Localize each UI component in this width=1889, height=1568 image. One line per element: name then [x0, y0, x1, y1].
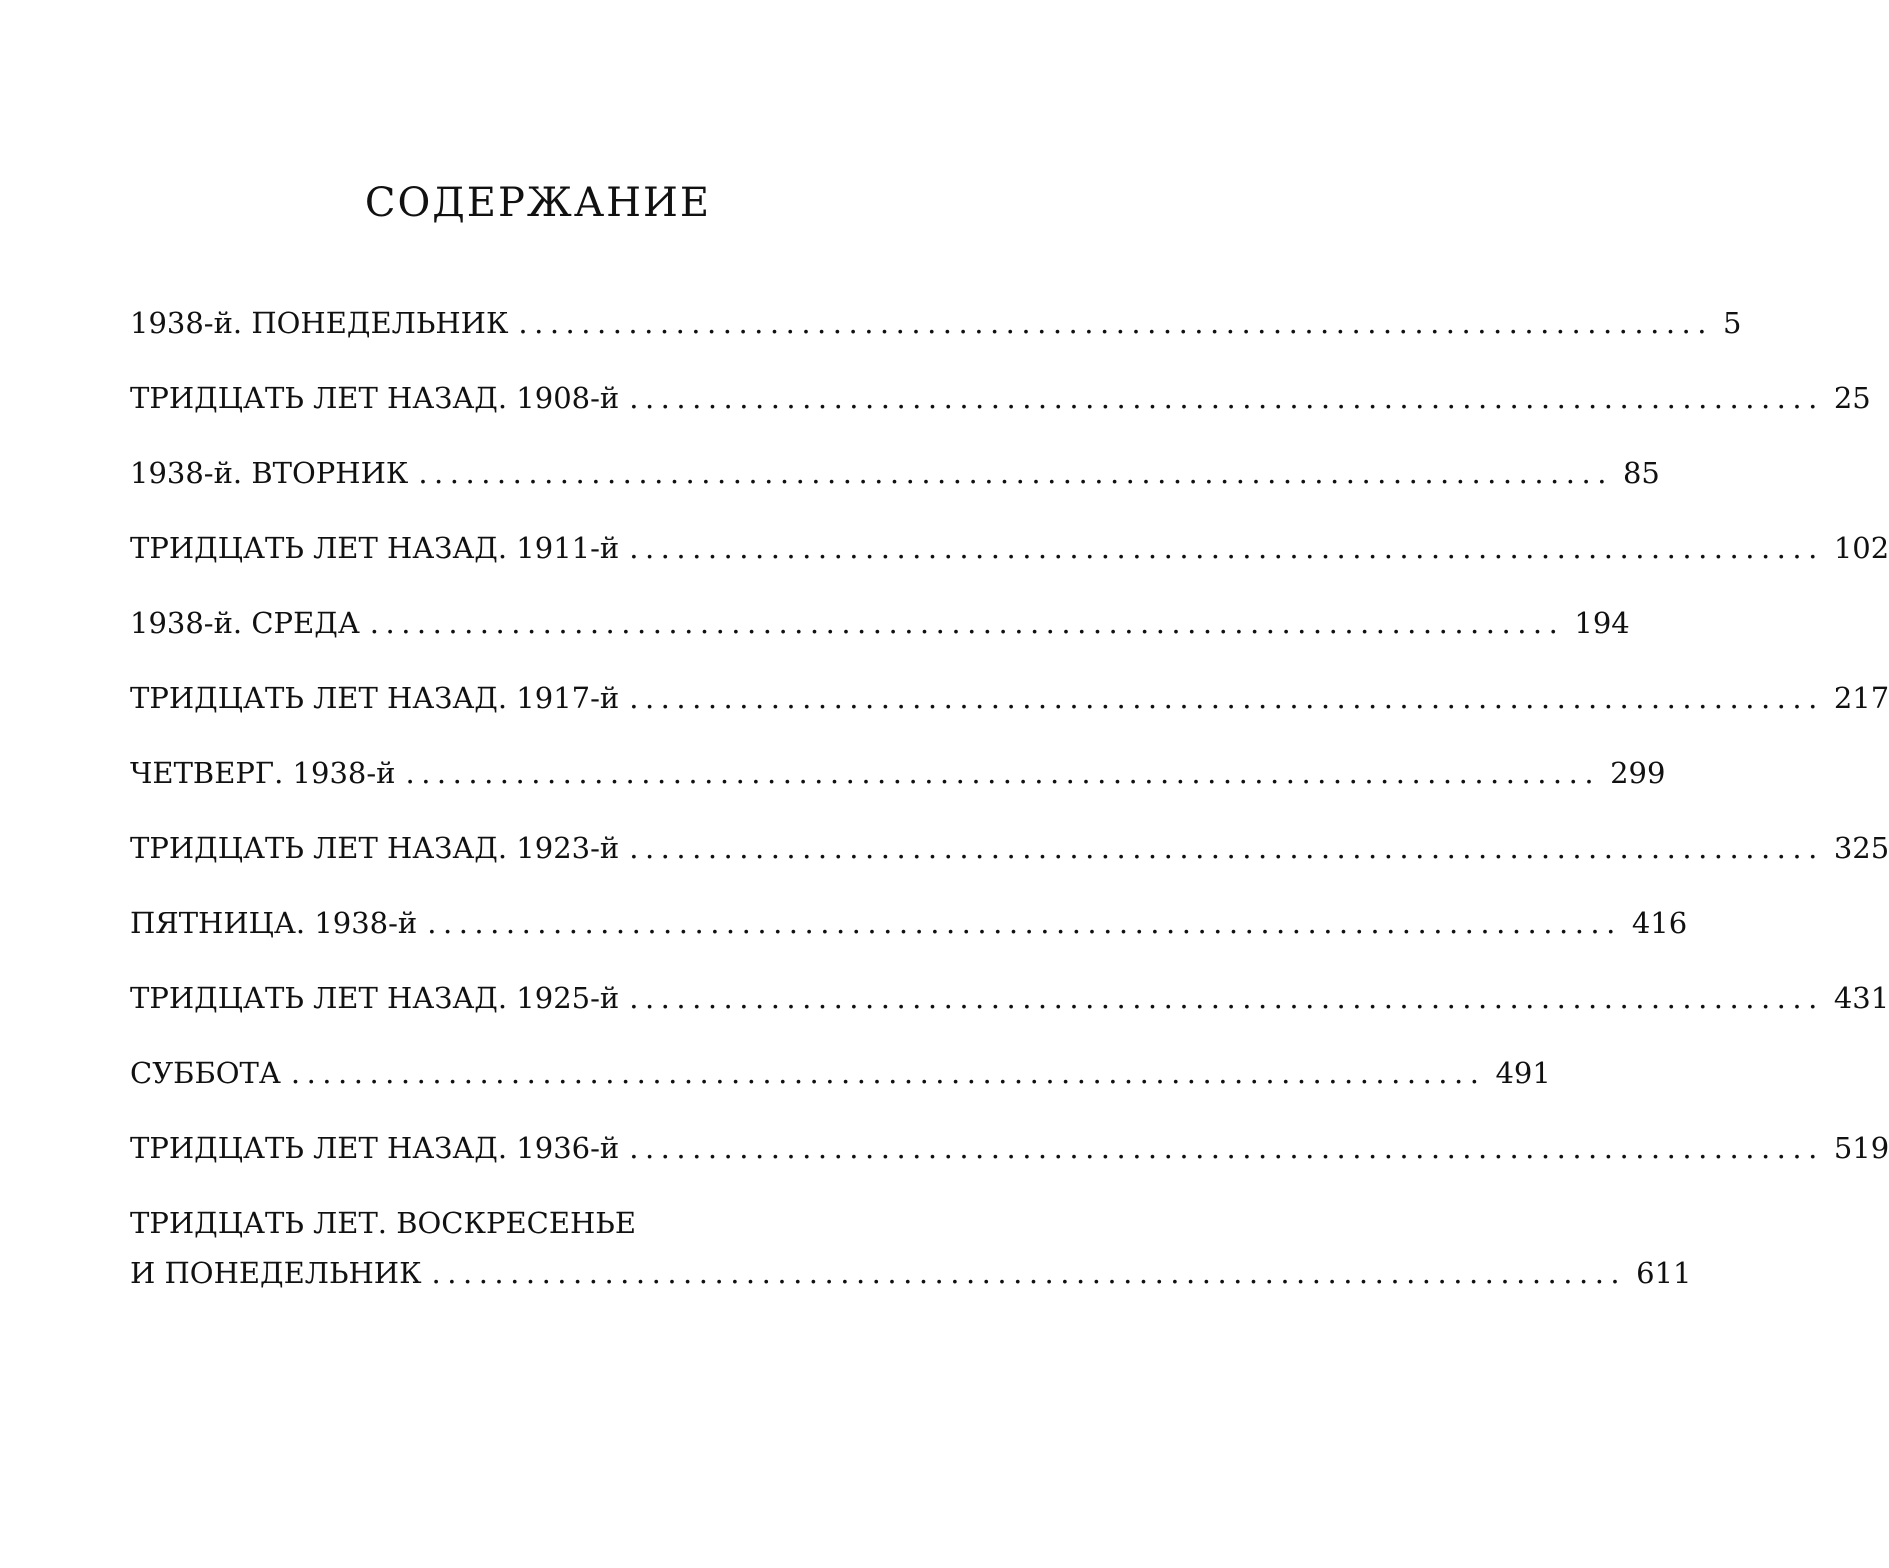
toc-entry: [130, 1123, 1889, 1198]
toc-entry-two-line: [130, 1198, 1692, 1298]
dot-leader: ............................................................................: [369, 606, 1565, 640]
toc-entry-page: 611: [1636, 1256, 1692, 1290]
dot-leader: ............................................................................: [629, 981, 1824, 1015]
toc-entry-page: 217: [1833, 681, 1889, 715]
toc-entry-page: 519: [1833, 1131, 1889, 1165]
page-title: СОДЕРЖАНИЕ: [364, 180, 712, 226]
toc-entry: [130, 823, 1889, 898]
toc-entry-title: ТРИДЦАТЬ ЛЕТ НАЗАД. 1925-й: [130, 981, 620, 1015]
toc-entry-title: 1938-й. СРЕДА: [130, 606, 360, 640]
toc-entry-page: 491: [1495, 1056, 1551, 1090]
toc-entry-page: 416: [1631, 906, 1688, 940]
toc-entry-page: 102: [1833, 531, 1889, 565]
dot-leader: ............................................................................: [418, 456, 1613, 490]
toc-entry-page: 85: [1622, 456, 1660, 490]
toc-entry-title: ПЯТНИЦА. 1938-й: [130, 906, 418, 940]
toc-entry-title: ТРИДЦАТЬ ЛЕТ НАЗАД. 1936-й: [130, 1131, 620, 1165]
dot-leader: ............................................................................: [427, 906, 1622, 940]
toc-entry-title-line1: ТРИДЦАТЬ ЛЕТ. ВОСКРЕСЕНЬЕ: [130, 1206, 636, 1240]
dot-leader: ............................................................................: [629, 531, 1824, 565]
toc-entry-title: СУББОТА: [130, 1056, 281, 1090]
toc-entry: [130, 448, 1660, 523]
toc-entry-title: 1938-й. ВТОРНИК: [130, 456, 409, 490]
toc-entry-page: 25: [1833, 381, 1871, 415]
toc-entry-title: ТРИДЦАТЬ ЛЕТ НАЗАД. 1923-й: [130, 831, 620, 865]
dot-leader: ............................................................................: [431, 1256, 1627, 1290]
dot-leader: ............................................................................: [629, 681, 1824, 715]
toc-entry-page: 299: [1610, 756, 1666, 790]
dot-leader: ............................................................................: [518, 306, 1713, 340]
toc-entry-title-line2: И ПОНЕДЕЛЬНИК: [130, 1256, 422, 1290]
dot-leader: ............................................................................: [629, 831, 1824, 865]
dot-leader: ............................................................................: [290, 1056, 1486, 1090]
dot-leader: ............................................................................: [629, 1131, 1824, 1165]
toc-entry-page: 431: [1833, 981, 1889, 1015]
toc-entry: [130, 898, 1688, 973]
toc-entry-page: 5: [1723, 306, 1742, 340]
toc-entry: [130, 523, 1889, 598]
toc-entry-title: ТРИДЦАТЬ ЛЕТ НАЗАД. 1917-й: [130, 681, 620, 715]
toc-entry: [130, 298, 1742, 373]
toc-entry-line2-row: [130, 1248, 1692, 1298]
toc-entry: [130, 1048, 1551, 1123]
toc-entry-page: 194: [1574, 606, 1630, 640]
toc-entry: [130, 598, 1630, 673]
toc-entry: [130, 973, 1889, 1048]
dot-leader: ............................................................................: [405, 756, 1601, 790]
toc-entry: [130, 748, 1666, 823]
toc-entry-title: ТРИДЦАТЬ ЛЕТ НАЗАД. 1908-й: [130, 381, 620, 415]
table-of-contents: [130, 298, 1889, 1298]
toc-entry: [130, 373, 1871, 448]
dot-leader: ............................................................................: [629, 381, 1824, 415]
toc-entry-title: ЧЕТВЕРГ. 1938-й: [130, 756, 396, 790]
toc-entry-page: 325: [1833, 831, 1889, 865]
toc-entry-title: 1938-й. ПОНЕДЕЛЬНИК: [130, 306, 509, 340]
toc-entry-title: ТРИДЦАТЬ ЛЕТ НАЗАД. 1911-й: [130, 531, 620, 565]
toc-entry: [130, 673, 1889, 748]
